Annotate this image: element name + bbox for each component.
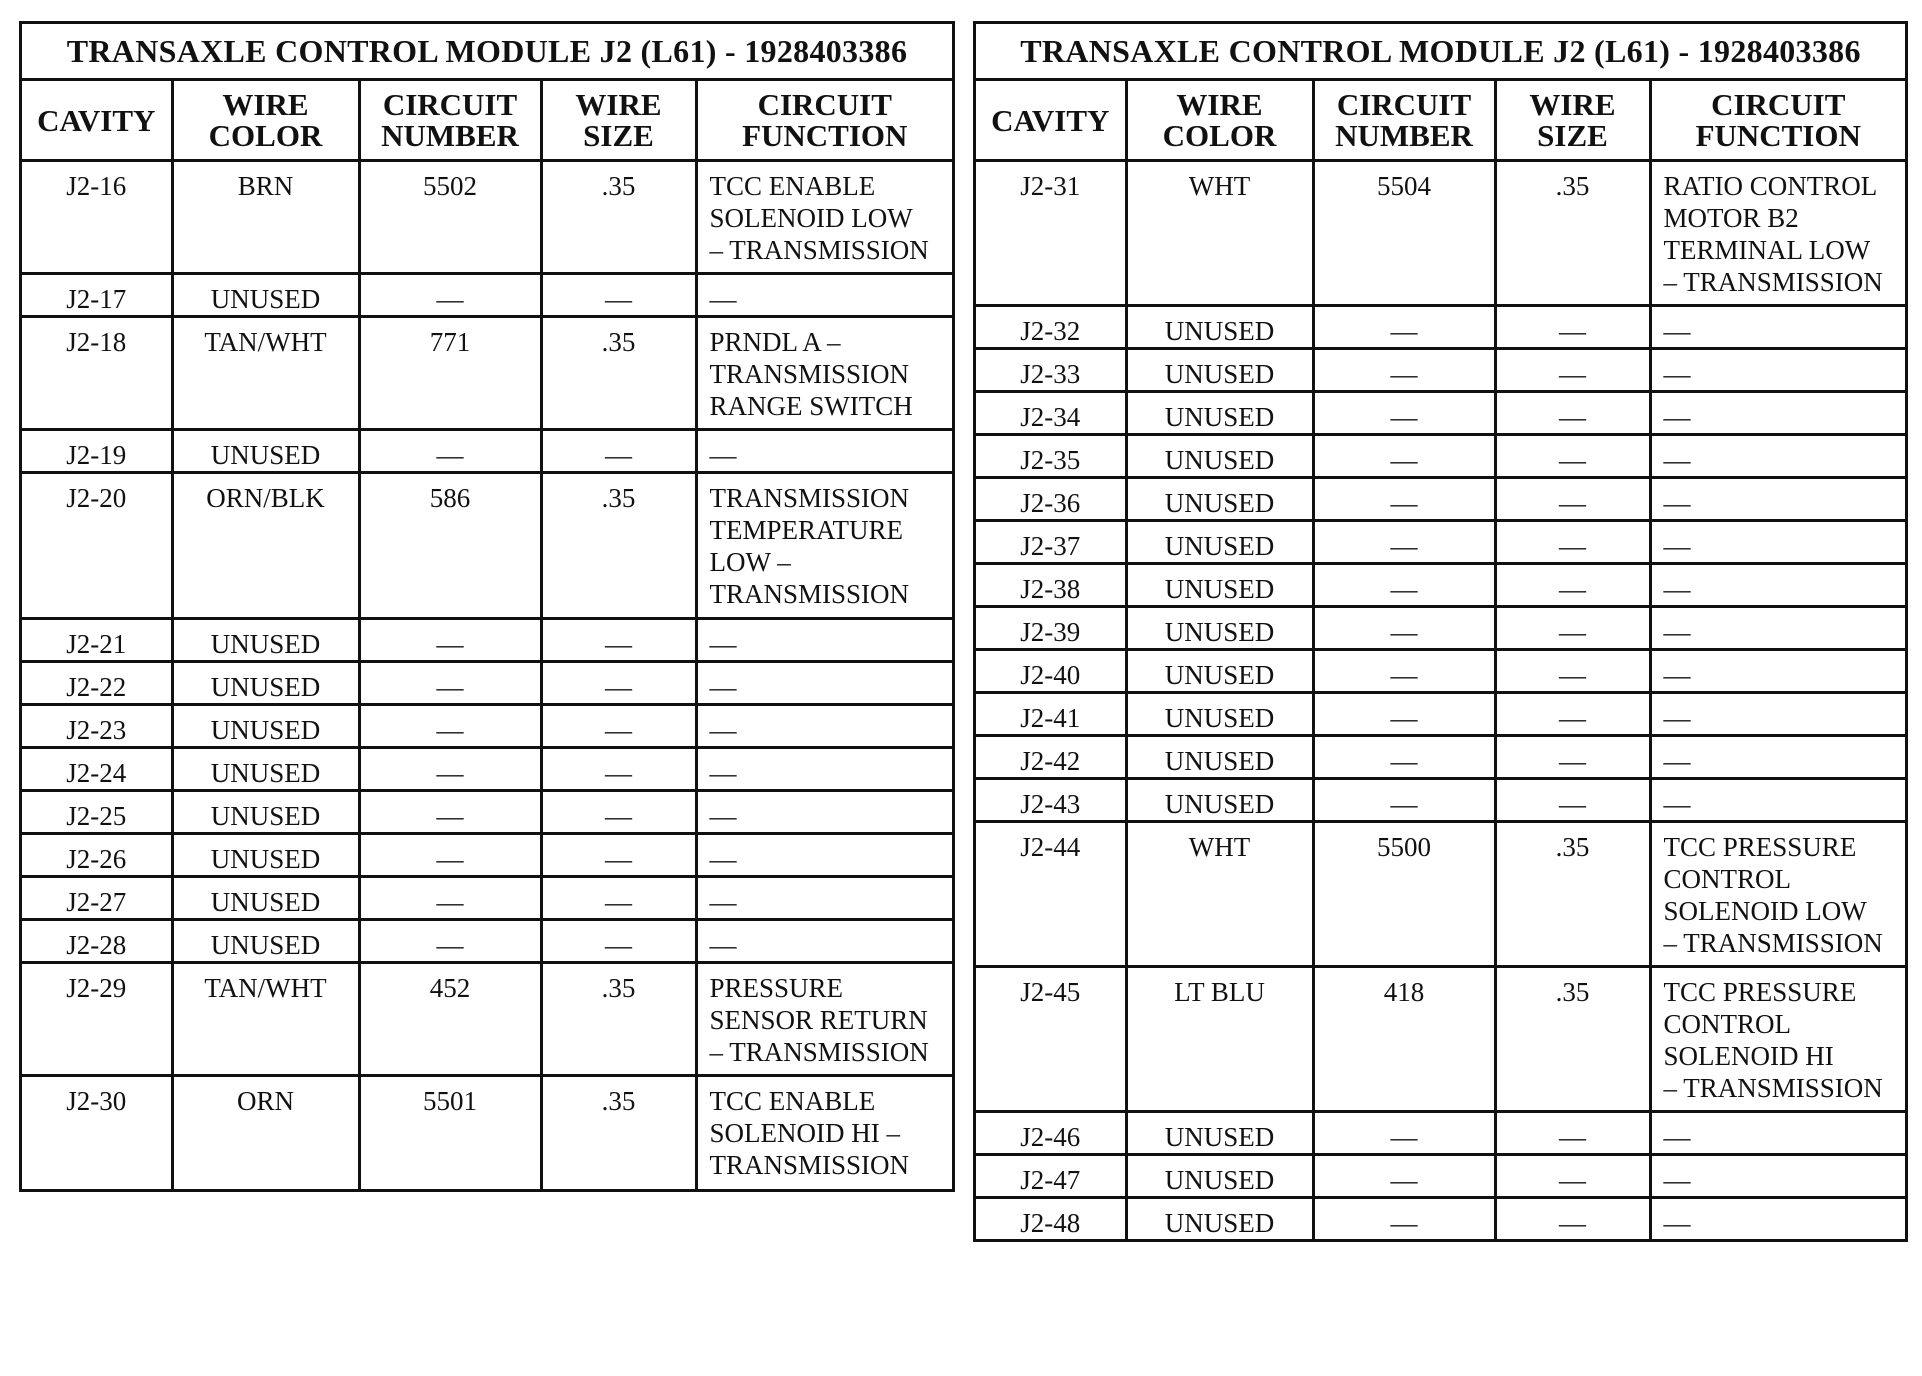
circuit-number-cell: — (359, 430, 541, 473)
cavity-cell: J2-39 (976, 607, 1126, 650)
table-row (22, 1076, 952, 1189)
circuit-function-cell: — (1650, 435, 1905, 478)
wire-size-cell: — (1495, 1198, 1650, 1240)
table-row (976, 822, 1905, 967)
table-row (976, 1112, 1905, 1155)
wire-color-cell: UNUSED (1126, 392, 1313, 435)
wire-color-cell: UNUSED (1126, 693, 1313, 736)
wire-color-cell: UNUSED (1126, 1155, 1313, 1198)
circuit-number-cell: — (1313, 736, 1495, 779)
table-row (976, 564, 1905, 607)
circuit-number-cell: 452 (359, 963, 541, 1076)
wire-size-cell: .35 (1495, 822, 1650, 967)
circuit-function-cell: — (1650, 392, 1905, 435)
cavity-cell: J2-33 (976, 349, 1126, 392)
circuit-function-cell: — (1650, 1112, 1905, 1155)
circuit-number-cell: 5501 (359, 1076, 541, 1189)
cavity-cell: J2-35 (976, 435, 1126, 478)
circuit-function-cell: TCC ENABLE SOLENOID HI – TRANSMISSION (709, 1086, 910, 1180)
wire-size-cell: — (541, 748, 696, 791)
wire-size-cell: .35 (541, 473, 696, 619)
wire-color-cell: TAN/WHT (172, 317, 359, 430)
wire-size-cell: — (541, 791, 696, 834)
circuit-number-cell: — (1313, 1112, 1495, 1155)
table-row (976, 736, 1905, 779)
wire-color-cell: UNUSED (1126, 306, 1313, 349)
circuit-function-cell: — (1650, 650, 1905, 693)
circuit-function-cell: — (1650, 349, 1905, 392)
wire-color-cell: WHT (1126, 161, 1313, 306)
header-circuit-function: CIRCUIT FUNCTION (1650, 81, 1905, 161)
wire-color-cell: UNUSED (1126, 650, 1313, 693)
wire-size-cell: — (1495, 392, 1650, 435)
table-row (976, 1198, 1905, 1240)
circuit-function-cell: — (696, 748, 952, 791)
wire-size-cell: — (1495, 650, 1650, 693)
table-row (976, 478, 1905, 521)
wire-color-cell: UNUSED (1126, 607, 1313, 650)
circuit-function-cell: TCC PRESSURE CONTROL SOLENOID HI – TRANSMISSION (1650, 967, 1905, 1112)
wire-size-cell: — (1495, 607, 1650, 650)
circuit-function-cell: TRANSMISSION TEMPERATURE LOW – TRANSMISSION (696, 473, 952, 619)
circuit-function-cell: — (696, 705, 952, 748)
wire-size-cell: — (1495, 478, 1650, 521)
circuit-number-cell: — (1313, 693, 1495, 736)
cavity-cell: J2-16 (22, 161, 172, 274)
left-connector-table (19, 21, 955, 1192)
table-row (976, 161, 1905, 306)
wire-size-cell: — (541, 430, 696, 473)
wire-color-cell: UNUSED (172, 430, 359, 473)
table-row (22, 161, 952, 274)
table-row (22, 963, 952, 1076)
cavity-cell: J2-23 (22, 705, 172, 748)
table-row (22, 430, 952, 473)
wire-size-cell: — (1495, 564, 1650, 607)
circuit-function-cell: — (1650, 564, 1905, 607)
table-title: TRANSAXLE CONTROL MODULE J2 (L61) - 1928403386 (976, 24, 1905, 81)
cavity-cell: J2-46 (976, 1112, 1126, 1155)
cavity-cell: J2-25 (22, 791, 172, 834)
circuit-number-cell: 5502 (359, 161, 541, 274)
wire-size-cell: .35 (1495, 967, 1650, 1112)
wire-size-cell: — (1495, 435, 1650, 478)
circuit-function-cell: RATIO CONTROL MOTOR B2 TERMINAL LOW – TRANSMISSION (1650, 161, 1905, 306)
wire-color-cell: UNUSED (1126, 1198, 1313, 1240)
circuit-number-cell: — (1313, 564, 1495, 607)
circuit-number-cell: — (359, 705, 541, 748)
cavity-cell: J2-26 (22, 834, 172, 877)
wire-color-cell: ORN/BLK (172, 473, 359, 619)
cavity-cell: J2-34 (976, 392, 1126, 435)
circuit-number-cell: — (359, 877, 541, 920)
circuit-function-cell: — (696, 834, 952, 877)
circuit-function-cell: — (1650, 521, 1905, 564)
wire-size-cell: .35 (1495, 161, 1650, 306)
circuit-function-cell: — (696, 619, 952, 662)
wire-size-cell: .35 (541, 1076, 696, 1189)
circuit-function-cell: TCC PRESSURE CONTROL SOLENOID LOW – TRANSMISSION (1650, 822, 1905, 967)
header-circuit-number: CIRCUIT NUMBER (1313, 81, 1495, 161)
circuit-number-cell: — (1313, 435, 1495, 478)
circuit-number-cell: — (1313, 1198, 1495, 1240)
wire-color-cell: UNUSED (172, 834, 359, 877)
table-row (22, 705, 952, 748)
cavity-cell: J2-42 (976, 736, 1126, 779)
wire-size-cell: — (541, 920, 696, 963)
circuit-function-cell: — (696, 274, 952, 317)
wire-size-cell: — (1495, 693, 1650, 736)
table-title: TRANSAXLE CONTROL MODULE J2 (L61) - 1928403386 (22, 24, 952, 81)
circuit-function-cell: — (1663, 1208, 1691, 1238)
wire-color-cell: UNUSED (1126, 349, 1313, 392)
table-row (22, 791, 952, 834)
header-circuit-function: CIRCUIT FUNCTION (696, 81, 952, 161)
wire-color-cell: UNUSED (172, 619, 359, 662)
table-row (976, 693, 1905, 736)
circuit-function-cell: — (696, 920, 952, 963)
wire-color-cell: UNUSED (172, 791, 359, 834)
wire-color-cell: UNUSED (172, 748, 359, 791)
wire-color-cell: ORN (172, 1076, 359, 1189)
cavity-cell: J2-36 (976, 478, 1126, 521)
wire-size-cell: .35 (541, 963, 696, 1076)
cavity-cell: J2-47 (976, 1155, 1126, 1198)
cavity-cell: J2-21 (22, 619, 172, 662)
table-row (976, 650, 1905, 693)
circuit-number-cell: — (359, 662, 541, 705)
wire-size-cell: — (541, 705, 696, 748)
wire-size-cell: — (541, 274, 696, 317)
header-wire-color: WIRE COLOR (172, 81, 359, 161)
circuit-number-cell: 586 (359, 473, 541, 619)
circuit-function-cell: PRNDL A – TRANSMISSION RANGE SWITCH (696, 317, 952, 430)
wire-size-cell: — (541, 662, 696, 705)
circuit-number-cell: — (359, 791, 541, 834)
wire-size-cell: — (1495, 779, 1650, 822)
cavity-cell: J2-28 (22, 920, 172, 963)
table-row (976, 349, 1905, 392)
wire-size-cell: — (1495, 736, 1650, 779)
table-row (22, 473, 952, 619)
circuit-number-cell: — (359, 619, 541, 662)
pinout-table (22, 81, 952, 1189)
circuit-number-cell: 5500 (1313, 822, 1495, 967)
circuit-function-cell: — (1650, 607, 1905, 650)
circuit-function-cell: — (1650, 306, 1905, 349)
table-row (976, 435, 1905, 478)
wire-color-cell: UNUSED (1126, 564, 1313, 607)
circuit-number-cell: — (359, 920, 541, 963)
circuit-number-cell: 418 (1313, 967, 1495, 1112)
table-row (22, 748, 952, 791)
wire-size-cell: — (1495, 306, 1650, 349)
wire-color-cell: BRN (172, 161, 359, 274)
circuit-function-cell: — (696, 430, 952, 473)
table-row (976, 779, 1905, 822)
circuit-number-cell: — (1313, 607, 1495, 650)
header-cavity: CAVITY (976, 81, 1126, 161)
cavity-cell: J2-17 (22, 274, 172, 317)
wire-color-cell: UNUSED (172, 274, 359, 317)
right-connector-table (973, 21, 1908, 1242)
header-wire-color: WIRE COLOR (1126, 81, 1313, 161)
circuit-function-cell: — (1650, 478, 1905, 521)
wire-color-cell: LT BLU (1126, 967, 1313, 1112)
cavity-cell: J2-43 (976, 779, 1126, 822)
wire-size-cell: — (541, 619, 696, 662)
table-row (22, 834, 952, 877)
circuit-number-cell: — (359, 834, 541, 877)
table-row (22, 274, 952, 317)
cavity-cell: J2-48 (976, 1198, 1126, 1240)
table-row (976, 392, 1905, 435)
table-row (976, 521, 1905, 564)
circuit-number-cell: — (359, 274, 541, 317)
cavity-cell: J2-27 (22, 877, 172, 920)
wire-color-cell: UNUSED (172, 877, 359, 920)
circuit-number-cell: — (1313, 779, 1495, 822)
cavity-cell: J2-40 (976, 650, 1126, 693)
wire-color-cell: UNUSED (172, 705, 359, 748)
wire-size-cell: .35 (541, 161, 696, 274)
table-row (22, 619, 952, 662)
header-wire-size: WIRE SIZE (541, 81, 696, 161)
table-row (22, 920, 952, 963)
cavity-cell: J2-45 (976, 967, 1126, 1112)
wire-size-cell: .35 (541, 317, 696, 430)
header-wire-size: WIRE SIZE (1495, 81, 1650, 161)
wire-color-cell: UNUSED (172, 662, 359, 705)
cavity-cell: J2-44 (976, 822, 1126, 967)
cavity-cell: J2-30 (22, 1076, 172, 1189)
wire-color-cell: UNUSED (1126, 779, 1313, 822)
circuit-number-cell: — (1313, 478, 1495, 521)
circuit-function-cell: — (696, 662, 952, 705)
cavity-cell: J2-24 (22, 748, 172, 791)
cavity-cell: J2-22 (22, 662, 172, 705)
circuit-number-cell: — (1313, 306, 1495, 349)
table-row (976, 1155, 1905, 1198)
cavity-cell: J2-18 (22, 317, 172, 430)
circuit-function-cell: PRESSURE SENSOR RETURN – TRANSMISSION (696, 963, 952, 1076)
header-row (976, 81, 1905, 161)
circuit-number-cell: 5504 (1313, 161, 1495, 306)
circuit-function-cell: — (696, 791, 952, 834)
cavity-cell: J2-31 (976, 161, 1126, 306)
circuit-number-cell: — (1313, 1155, 1495, 1198)
cavity-cell: J2-41 (976, 693, 1126, 736)
circuit-number-cell: — (359, 748, 541, 791)
circuit-number-cell: — (1313, 349, 1495, 392)
circuit-number-cell: 771 (359, 317, 541, 430)
circuit-function-cell: — (1650, 779, 1905, 822)
circuit-number-cell: — (1313, 650, 1495, 693)
circuit-function-cell: TCC ENABLE SOLENOID LOW – TRANSMISSION (696, 161, 952, 274)
circuit-number-cell: — (1313, 392, 1495, 435)
wire-color-cell: TAN/WHT (172, 963, 359, 1076)
table-row (976, 967, 1905, 1112)
table-row (22, 662, 952, 705)
cavity-cell: J2-19 (22, 430, 172, 473)
wire-size-cell: — (1495, 349, 1650, 392)
circuit-function-cell: — (1650, 693, 1905, 736)
wire-color-cell: UNUSED (172, 920, 359, 963)
cavity-cell: J2-20 (22, 473, 172, 619)
wire-size-cell: — (541, 877, 696, 920)
cavity-cell: J2-38 (976, 564, 1126, 607)
header-circuit-number: CIRCUIT NUMBER (359, 81, 541, 161)
wire-size-cell: — (1495, 1112, 1650, 1155)
right-table-body (976, 161, 1905, 1240)
table-row (976, 306, 1905, 349)
header-row (22, 81, 952, 161)
cavity-cell: J2-32 (976, 306, 1126, 349)
wire-size-cell: — (1495, 521, 1650, 564)
circuit-function-cell: — (696, 877, 952, 920)
wire-size-cell: — (1495, 1155, 1650, 1198)
wire-color-cell: UNUSED (1126, 1112, 1313, 1155)
wire-color-cell: WHT (1126, 822, 1313, 967)
header-cavity: CAVITY (22, 81, 172, 161)
table-row (976, 607, 1905, 650)
circuit-function-cell: — (1650, 736, 1905, 779)
wire-color-cell: UNUSED (1126, 478, 1313, 521)
wire-color-cell: UNUSED (1126, 435, 1313, 478)
cavity-cell: J2-29 (22, 963, 172, 1076)
left-table-body (22, 161, 952, 1189)
wire-color-cell: UNUSED (1126, 521, 1313, 564)
circuit-number-cell: — (1313, 521, 1495, 564)
cavity-cell: J2-37 (976, 521, 1126, 564)
circuit-function-cell: — (1650, 1155, 1905, 1198)
wire-size-cell: — (541, 834, 696, 877)
wire-color-cell: UNUSED (1126, 736, 1313, 779)
pinout-table (976, 81, 1905, 1239)
table-row (22, 317, 952, 430)
table-row (22, 877, 952, 920)
